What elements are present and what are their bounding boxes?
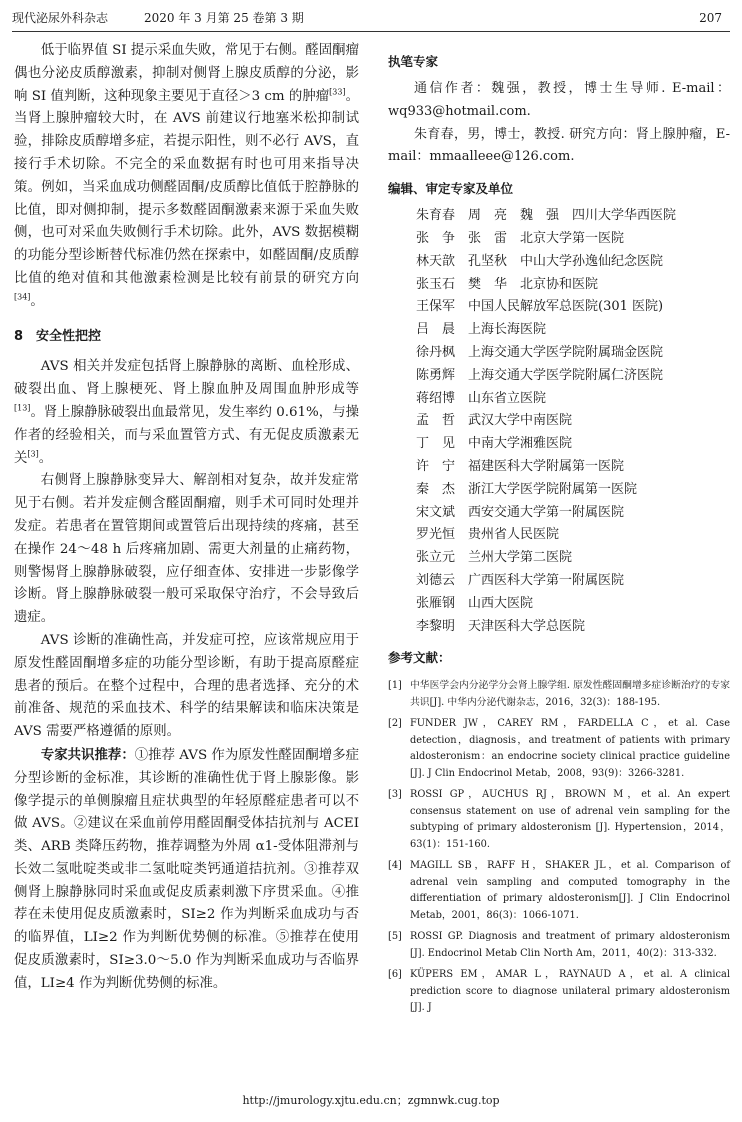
editor-row: 许 宁 福建医科大学附属第一医院 [416, 458, 625, 474]
editor-row: 林天歆 孔坚秋 中山大学孙逸仙纪念医院 [416, 253, 664, 269]
citation: [33] [329, 87, 346, 97]
reference-item: [1] 中华医学会内分泌学分会肾上腺学组. 原发性醛固酮增多症诊断治疗的专家共识[J]. 中华内分泌代谢杂志，2016，32(3)：188-195. [388, 680, 730, 708]
reference-list [388, 678, 730, 1017]
editor-row: 蒋绍博 山东省立医院 [416, 390, 547, 406]
editor-row: 陈勇辉 上海交通大学医学院附属仁济医院 [416, 367, 664, 383]
references-heading: 参考文献： [388, 650, 451, 666]
section-heading [14, 326, 359, 349]
editor-row: 朱育春 周 亮 魏 强 四川大学华西医院 [416, 208, 677, 224]
paragraph-right-side: 右侧肾上腺静脉变异大、解剖相对复杂，故并发症常见于右侧。若并发症侧含醛固酮瘤，则手术可同时处理并发症。若患者在置管期间或置管后出现持续的疼痛，甚至在操作 24～48 h 后疼痛加剧、需更大剂量的止痛药物，则警惕肾上腺静脉破裂，应仔细查体、安排进一步影像学诊断。肾上腺静脉破裂一般可采取保守治疗，不会导致后遗症。 [14, 473, 359, 626]
reference-item: [2] FUNDER JW，CAREY RM，FARDELLA C，et al. Case detection，diagnosis，and treatment of patients with primary aldosteronism：an endocrine society clinical practice guideline [J]. J Clin Endocrinol Metab，2008，93(9)：3266-3281. [388, 718, 730, 779]
paragraph-complications: AVS 相关并发症包括肾上腺静脉的离断、血栓形成、破裂出血、肾上腺梗死、肾上腺血肿及周围血肿形成等[13]。肾上腺静脉破裂出血最常见，发生率约 0.61%，与操作者的经验相关，而与采血置管方式、有无促皮质激素无关[3]。 [14, 359, 359, 466]
running-header [12, 8, 730, 28]
editor-row: 张玉石 樊 华 北京协和医院 [416, 276, 599, 292]
footer-url[interactable]: http://jmurology.xjtu.edu.cn；zgmnwk.cug.top [242, 1094, 500, 1107]
page-number: 207 [699, 11, 722, 25]
right-column [388, 52, 730, 1022]
editor-row: 孟 哲 武汉大学中南医院 [416, 413, 573, 429]
editor-row: 罗光恒 贵州省人民医院 [416, 527, 560, 543]
editor-row: 李黎明 天津医科大学总医院 [416, 618, 586, 634]
citation: [34] [14, 292, 31, 302]
editor-row: 张立元 兰州大学第二医院 [416, 550, 573, 566]
editor-row: 丁 见 中南大学湘雅医院 [416, 436, 573, 452]
reference-item: [5] ROSSI GP. Diagnosis and treatment of primary aldosteronism [J]. Endocrinol Metab Clin North Am，2011，40(2)：313-332. [388, 931, 730, 959]
editor-row: 秦 杰 浙江大学医学院附属第一医院 [416, 481, 638, 497]
editor-row: 徐丹枫 上海交通大学医学院附属瑞金医院 [416, 344, 664, 360]
editor-row: 张 争 张 雷 北京大学第一医院 [416, 230, 625, 246]
editor-list [416, 205, 730, 638]
editor-row: 刘德云 广西医科大学第一附属医院 [416, 572, 625, 588]
first-author: 朱育春，男，博士，教授. 研究方向：肾上腺肿瘤，E-mail：mmaalleee@126.com. [388, 126, 730, 165]
editor-row: 吕 晨 上海长海医院 [416, 322, 547, 338]
author-heading: 执笔专家 [388, 54, 439, 69]
paragraph-consensus: 专家共识推荐：①推荐 AVS 作为原发性醛固酮增多症分型诊断的金标准，其诊断的准确性优于肾上腺影像。影像学提示的单侧腺瘤且症状典型的年轻原醛症患者可以不做 AVS。②建议在采血前停用醛固酮受体拮抗剂与 ACEI 类、ARB 类降压药物，推荐调整为外周 α1-受体阻滞剂与长效二氢吡啶类或非二氢吡啶类钙通道拮抗剂。③推荐双侧肾上腺静脉同时采血或促皮质素刺激下序贯采血。④推荐在未使用促皮质激素时，SI≥2 作为判断采血成功与否的临界值，LI≥2 作为判断优势侧的标准。⑤推荐在使用促皮质激素时，SI≥3.0～5.0 作为判断采血成功与否临界值，LI≥4 作为判断优势侧的标准。 [14, 746, 360, 991]
header-rule [12, 31, 730, 32]
section-number: 8 [14, 328, 24, 344]
consensus-label: 专家共识推荐： [40, 746, 135, 763]
reference-item: [4] MAGILL SB，RAFF H，SHAKER JL，et al. Comparison of adrenal vein sampling and computed tomography in the differentiation of primary aldosteronism[J]. J Clin Endocrinol Metab，2001，86(3)：1066-1071. [388, 860, 730, 921]
editor-heading: 编辑、审定专家及单位 [388, 181, 514, 197]
corresponding-author: 通信作者：魏强，教授，博士生导师. E-mail：wq933@hotmail.com. [388, 81, 730, 119]
left-column [14, 40, 359, 996]
paragraph-si-discussion: 低于临界值 SI 提示采血失败，常见于右侧。醛固酮瘤偶也分泌皮质醇激素，抑制对侧肾上腺皮质醇的分泌，影响 SI 值判断，这种现象主要见于直径＞3 cm 的肿瘤[33]。当肾上腺肿瘤较大时，在 AVS 前建议行地塞米松抑制试验，排除皮质醇增多症，若提示阳性，则不必行 AVS，直接行手术切除。不完全的采血数据有时也可用来指导决策。例如，当采血成功侧醛固酮/皮质醇比值低于腔静脉的比值，即对侧抑制，提示多数醛固酮激素来源于采血失败侧，也可对采血失败侧行手术切除。此外，AVS 数据模糊的功能分型诊断替代标准仍然在探索中，如醛固酮/皮质醇比值的绝对值和其他激素检测是比较有前景的研究方向[34]。 [14, 43, 359, 309]
editor-row: 张雁钢 山西大医院 [416, 595, 534, 611]
section-title: 安全性把控 [36, 328, 102, 344]
editor-row: 宋文斌 西安交通大学第一附属医院 [416, 504, 625, 520]
reference-item: [3] ROSSI GP，AUCHUS RJ，BROWN M，et al. An expert consensus statement on use of adrenal vein sampling for the subtyping of primary aldosteronism [J]. Hypertension，2014，63(1)：151-160. [388, 789, 730, 850]
citation: [13] [14, 403, 31, 413]
reference-item: [6] KÜPERS EM，AMAR L，RAYNAUD A，et al. A clinical prediction score to diagnose unilateral primary aldosteronism [J]. J [388, 969, 730, 1014]
paragraph-summary: AVS 诊断的准确性高，并发症可控，应该常规应用于原发性醛固酮增多症的功能分型诊断，有助于提高原醛症患者的预后。在整个过程中，合理的患者选择、充分的术前准备、规范的采血技术、科学的结果解读和临床决策是 AVS 需要严格遵循的原则。 [14, 632, 359, 740]
citation: [3] [27, 449, 39, 459]
issue-info: 2020 年 3 月第 25 卷第 3 期 [144, 11, 304, 25]
editor-row: 王保军 中国人民解放军总医院(301 医院) [416, 299, 664, 315]
journal-name: 现代泌尿外科杂志 [12, 11, 109, 25]
